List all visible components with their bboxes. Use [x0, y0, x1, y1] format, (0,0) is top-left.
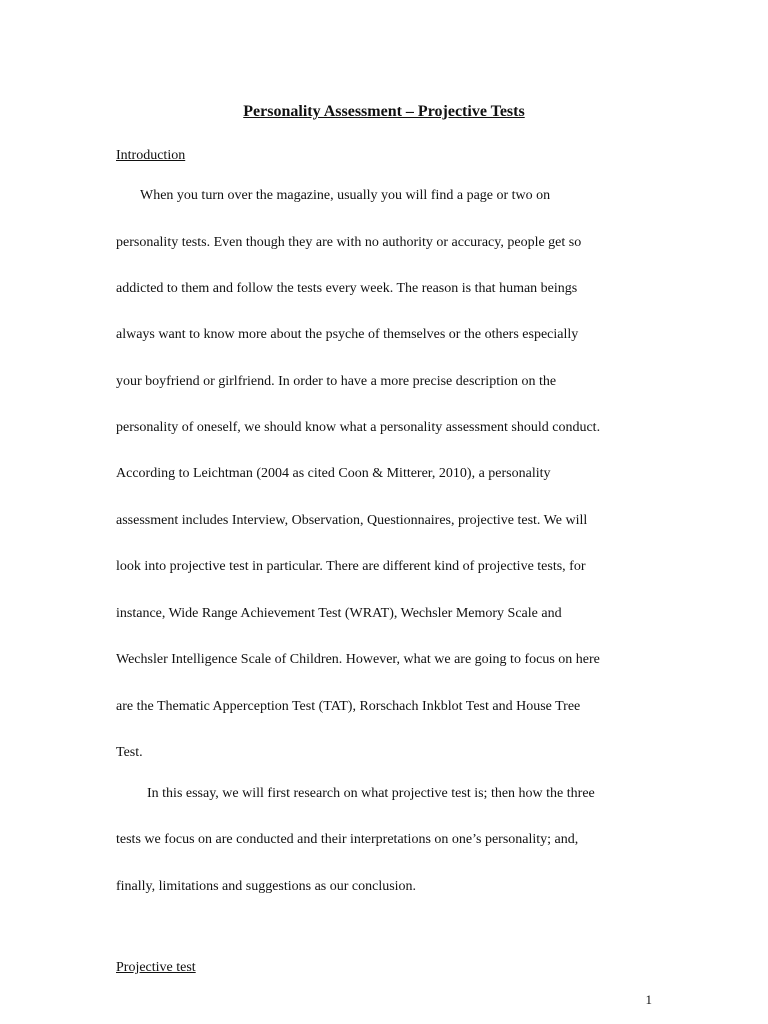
section-heading-projective-test: Projective test	[116, 960, 196, 975]
paragraph-line: assessment includes Interview, Observation, Questionnaires, projective test. We will	[116, 513, 588, 528]
paragraph-line: are the Thematic Apperception Test (TAT), Rorschach Inkblot Test and House Tree	[116, 699, 581, 714]
paragraph-line: In this essay, we will first research on what projective test is; then how the three	[147, 786, 595, 801]
paragraph-line: According to Leichtman (2004 as cited Coon & Mitterer, 2010), a personality	[116, 466, 551, 481]
section-heading-introduction: Introduction	[116, 148, 186, 163]
paragraph-line: always want to know more about the psyche of themselves or the others especially	[116, 327, 579, 342]
page-number: 1	[645, 992, 652, 1007]
paragraph-line: personality tests. Even though they are with no authority or accuracy, people get so	[116, 235, 582, 250]
paragraph-line: tests we focus on are conducted and their interpretations on one’s personality; and,	[116, 832, 579, 847]
paragraph-line: When you turn over the magazine, usually you will find a page or two on	[140, 188, 551, 203]
paragraph-line: personality of oneself, we should know what a personality assessment should conduct.	[116, 420, 601, 435]
document-title: Personality Assessment – Projective Tests	[243, 103, 525, 120]
paragraph-line: Test.	[116, 745, 143, 760]
paragraph-line: look into projective test in particular. There are different kind of projective tests, for	[116, 559, 586, 574]
paragraph-line: addicted to them and follow the tests every week. The reason is that human beings	[116, 281, 578, 296]
paragraph-line: your boyfriend or girlfriend. In order to have a more precise description on the	[116, 374, 557, 389]
paragraph-line: Wechsler Intelligence Scale of Children. However, what we are going to focus on here	[116, 652, 600, 667]
paragraph-line: instance, Wide Range Achievement Test (WRAT), Wechsler Memory Scale and	[116, 606, 562, 621]
paragraph-line: finally, limitations and suggestions as our conclusion.	[116, 879, 417, 894]
